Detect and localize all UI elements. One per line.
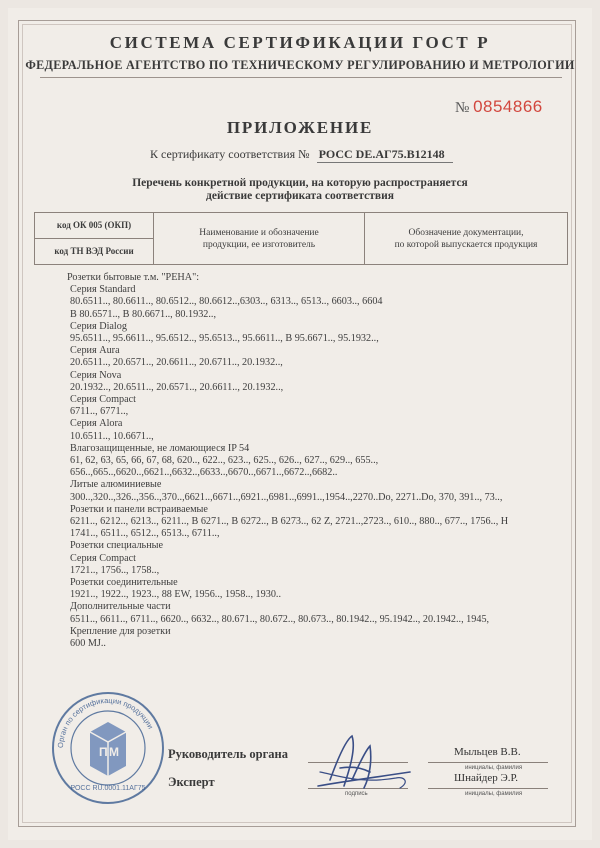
pm-logo-icon	[90, 722, 126, 776]
product-line: Серия Compact	[70, 552, 137, 564]
doc-header-line1: Обозначение документации,	[408, 227, 524, 238]
expert-name-line	[428, 788, 548, 789]
system-title: СИСТЕМА СЕРТИФИКАЦИИ ГОСТ Р	[109, 33, 491, 52]
stamp-code: РОСС RU.0001.11АГ75	[70, 785, 146, 792]
product-line: 95.6511.., 95.6611.., 95.6512.., 95.6513.., 95.6611.., В 95.6671.., 95.1932..,	[70, 333, 379, 345]
code-column	[35, 213, 154, 265]
product-list-title	[0, 177, 600, 203]
product-line: 656..,665..,6620..,6621..,6632..,6633..,6670..,6671..,6672..,6682..	[70, 467, 338, 479]
expert-name-caption: инициалы, фамилия	[465, 791, 523, 797]
certification-stamp	[50, 690, 166, 806]
product-line: Розетки соединительные	[70, 577, 178, 589]
product-line: 80.6511.., 80.6611.., 80.6512.., 80.6612..,6303.., 6313.., 6513.., 6603.., 6604	[70, 296, 383, 308]
product-line: Дополнительные части	[70, 601, 171, 613]
product-line: 1721.., 1756.., 1758..,	[70, 564, 160, 576]
product-line: 1741.., 6511.., 6512.., 6513.., 6711..,	[70, 528, 220, 540]
signature-scribble	[300, 728, 420, 798]
product-list	[67, 272, 567, 650]
product-line: Серия Aura	[70, 345, 120, 357]
product-line: 600 MJ..	[70, 638, 106, 650]
stamp-ring-text: Орган по сертификации продукции	[55, 695, 156, 749]
product-line: Крепление для розетки	[70, 625, 171, 637]
agency-title: ФЕДЕРАЛЬНОЕ АГЕНТСТВО ПО ТЕХНИЧЕСКОМУ РЕГУЛИРОВАНИЮ И МЕТРОЛОГИИ	[25, 58, 575, 72]
tnved-code-label: код ТН ВЭД России	[54, 246, 134, 256]
expert-name: Шнайдер Э.Р.	[454, 772, 518, 784]
head-label: Руководитель органа	[168, 747, 288, 761]
list-title-line1: Перечень конкретной продукции, на которую распространяется	[132, 177, 468, 189]
head-name-caption: инициалы, фамилия	[465, 765, 523, 771]
okp-code-label: код ОК 005 (ОКП)	[35, 213, 153, 239]
product-line: Розетки специальные	[70, 540, 164, 552]
header-divider	[40, 77, 562, 78]
product-line: Серия Dialog	[70, 320, 127, 332]
product-line: 20.1932.., 20.6511.., 20.6571.., 20.6611.., 20.1932..,	[70, 381, 284, 393]
product-name-column	[154, 213, 365, 265]
name-header-line2: продукции, ее изготовитель	[202, 239, 316, 250]
product-line: 6711.., 6771..,	[70, 406, 129, 418]
svg-text:М: М	[109, 745, 119, 759]
product-line: Серия Nova	[70, 369, 122, 381]
product-line: Розетки бытовые т.м. "РЕНА":	[67, 272, 200, 283]
expert-label: Эксперт	[168, 775, 215, 789]
product-line: В 80.6571.., В 80.6671.., 80.1932..,	[70, 308, 217, 320]
header-table	[34, 212, 568, 265]
product-line: Серия Alora	[70, 418, 123, 430]
head-name: Мыльцев В.В.	[454, 746, 521, 758]
serial-number	[455, 97, 543, 117]
product-line: Розетки и панели встраиваемые	[70, 503, 208, 515]
serial-prefix: №	[455, 100, 470, 116]
product-line: Серия Standard	[70, 284, 136, 296]
list-title-line2: действие сертификата соответствия	[206, 190, 394, 202]
serial-value: 0854866	[473, 97, 543, 116]
doc-header-line2: по которой выпускается продукция	[394, 239, 538, 250]
product-line: 10.6511.., 10.6671..,	[70, 430, 154, 442]
svg-text:П: П	[99, 745, 108, 759]
product-line: 20.6511.., 20.6571.., 20.6611.., 20.6711.., 20.1932..,	[70, 357, 283, 369]
certificate-label: К сертификату соответствия №	[150, 147, 310, 161]
product-line: Серия Compact	[70, 394, 137, 406]
product-line: 1921.., 1922.., 1923.., 88 EW, 1956.., 1958.., 1930..	[70, 589, 282, 601]
product-line: 61, 62, 63, 65, 66, 67, 68, 620.., 622.., 623.., 625.., 626.., 627.., 629.., 655..,	[70, 455, 379, 467]
head-name-line	[428, 762, 548, 763]
product-line: Влагозащищенные, не ломающиеся IP 54	[70, 442, 250, 454]
appendix-title: ПРИЛОЖЕНИЕ	[226, 118, 374, 137]
product-line: 6211.., 6212.., 6213.., 6211.., В 6271.., В 6272.., В 6273.., 62 Z, 2721..,2723.., 610.., 880.., 677.., 1756.., Н	[70, 516, 509, 528]
documentation-column	[365, 213, 568, 265]
product-line: Литые алюминиевые	[70, 479, 162, 491]
certificate-reference	[150, 147, 453, 163]
product-line: 6511.., 6611.., 6711.., 6620.., 6632.., 80.671.., 80.672.., 80.673.., 80.1942.., 95.1942.., 20.1942.., 1945,	[70, 613, 490, 625]
certificate-number: РОСС DE.АГ75.В12148	[317, 147, 453, 163]
product-line: 300..,320..,326..,356..,370..,6621..,6671..,6921..,6981..,6991..,1954..,2270..Do, 2271..Do, 370, 391.., 73..,	[70, 491, 503, 503]
sign-caption: подпись	[345, 791, 368, 797]
name-header-line1: Наименование и обозначение	[199, 227, 319, 238]
